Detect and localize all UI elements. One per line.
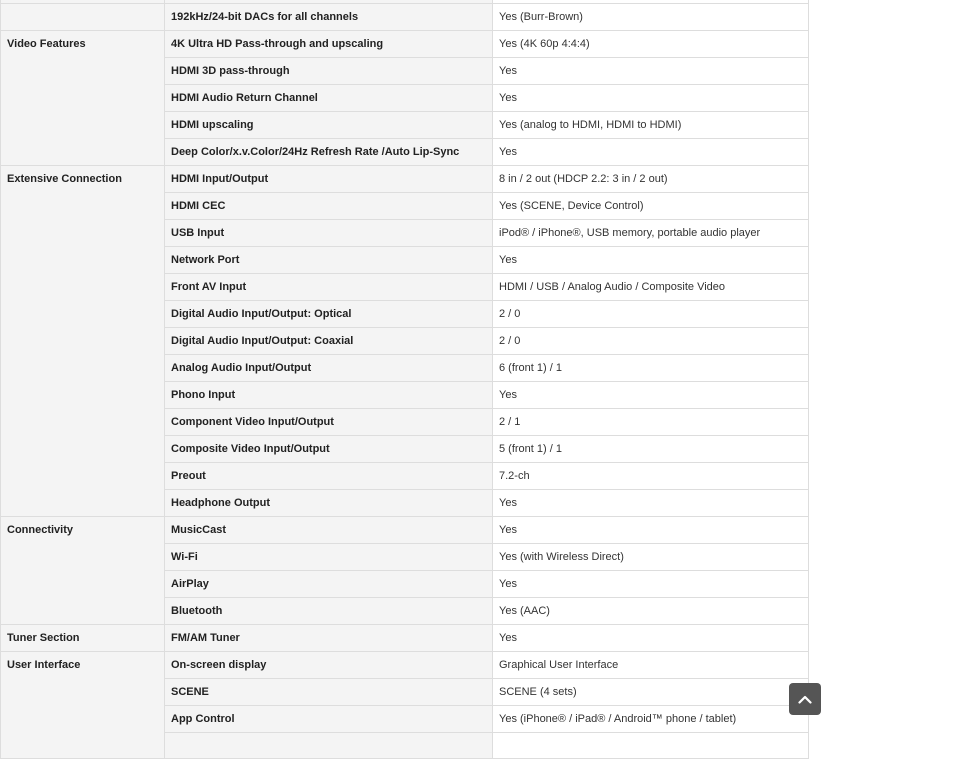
- feature-value: Yes (with Wireless Direct): [493, 544, 809, 571]
- feature-label: MusicCast: [165, 517, 493, 544]
- feature-value: Yes: [493, 517, 809, 544]
- feature-label: SCENE: [165, 679, 493, 706]
- feature-label: Bluetooth: [165, 598, 493, 625]
- feature-value: Yes: [493, 58, 809, 85]
- feature-value: Yes (4K 60p 4:4:4): [493, 31, 809, 58]
- feature-label: Preout: [165, 463, 493, 490]
- feature-label: Digital Audio Input/Output: Coaxial: [165, 328, 493, 355]
- feature-value: iPod® / iPhone®, USB memory, portable audio player: [493, 220, 809, 247]
- feature-value: [493, 733, 809, 759]
- feature-value: Yes: [493, 571, 809, 598]
- feature-label: HDMI upscaling: [165, 112, 493, 139]
- feature-label: HDMI 3D pass-through: [165, 58, 493, 85]
- category-label: Tuner Section: [1, 625, 165, 652]
- feature-value: 2 / 0: [493, 301, 809, 328]
- feature-value: Yes (Burr-Brown): [493, 4, 809, 31]
- feature-value: 2 / 0: [493, 328, 809, 355]
- table-row: [1, 517, 809, 544]
- category-label: Extensive Connection: [1, 166, 165, 517]
- feature-label: Wi-Fi: [165, 544, 493, 571]
- feature-label: App Control: [165, 706, 493, 733]
- table-row: [1, 166, 809, 193]
- feature-label: On-screen display: [165, 652, 493, 679]
- feature-value: 2 / 1: [493, 409, 809, 436]
- category-label: [1, 4, 165, 31]
- feature-value: 6 (front 1) / 1: [493, 355, 809, 382]
- feature-label: Analog Audio Input/Output: [165, 355, 493, 382]
- feature-value: Yes: [493, 85, 809, 112]
- feature-label: [165, 733, 493, 759]
- chevron-up-icon: [798, 695, 812, 704]
- feature-label: Network Port: [165, 247, 493, 274]
- feature-label: Front AV Input: [165, 274, 493, 301]
- feature-label: HDMI Input/Output: [165, 166, 493, 193]
- table-row: [1, 625, 809, 652]
- table-row: [1, 4, 809, 31]
- feature-value: Yes (SCENE, Device Control): [493, 193, 809, 220]
- feature-label: USB Input: [165, 220, 493, 247]
- category-label: Connectivity: [1, 517, 165, 625]
- feature-value: 8 in / 2 out (HDCP 2.2: 3 in / 2 out): [493, 166, 809, 193]
- feature-value: Yes: [493, 625, 809, 652]
- feature-value: Yes (AAC): [493, 598, 809, 625]
- feature-label: FM/AM Tuner: [165, 625, 493, 652]
- feature-label: HDMI CEC: [165, 193, 493, 220]
- feature-value: HDMI / USB / Analog Audio / Composite Video: [493, 274, 809, 301]
- category-label: User Interface: [1, 652, 165, 759]
- spec-table-body: [1, 0, 809, 759]
- feature-value: Yes (iPhone® / iPad® / Android™ phone / tablet): [493, 706, 809, 733]
- feature-label: Composite Video Input/Output: [165, 436, 493, 463]
- feature-label: 4K Ultra HD Pass-through and upscaling: [165, 31, 493, 58]
- category-label: Video Features: [1, 31, 165, 166]
- feature-value: Yes: [493, 382, 809, 409]
- scroll-to-top-button[interactable]: [789, 683, 821, 715]
- feature-label: Phono Input: [165, 382, 493, 409]
- table-row: [1, 31, 809, 58]
- feature-label: Component Video Input/Output: [165, 409, 493, 436]
- feature-value: 5 (front 1) / 1: [493, 436, 809, 463]
- feature-label: AirPlay: [165, 571, 493, 598]
- table-row: [1, 652, 809, 679]
- feature-value: SCENE (4 sets): [493, 679, 809, 706]
- feature-value: Yes: [493, 490, 809, 517]
- feature-label: 192kHz/24-bit DACs for all channels: [165, 4, 493, 31]
- feature-value: 7.2-ch: [493, 463, 809, 490]
- feature-value: Graphical User Interface: [493, 652, 809, 679]
- feature-label: HDMI Audio Return Channel: [165, 85, 493, 112]
- feature-value: Yes: [493, 139, 809, 166]
- feature-label: Deep Color/x.v.Color/24Hz Refresh Rate /Auto Lip-Sync: [165, 139, 493, 166]
- feature-label: Headphone Output: [165, 490, 493, 517]
- feature-value: Yes: [493, 247, 809, 274]
- feature-value: Yes (analog to HDMI, HDMI to HDMI): [493, 112, 809, 139]
- feature-label: Digital Audio Input/Output: Optical: [165, 301, 493, 328]
